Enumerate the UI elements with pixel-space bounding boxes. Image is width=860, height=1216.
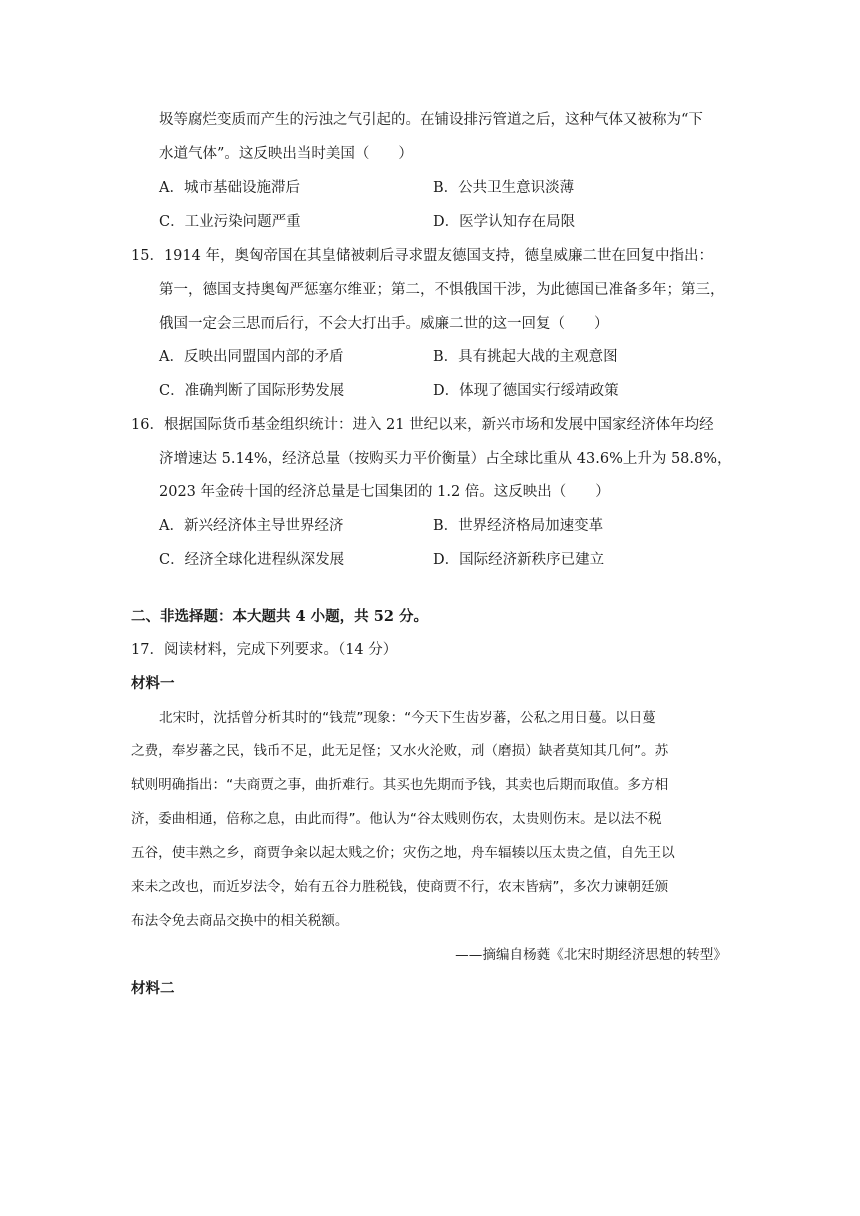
material-1-line-6: 来未之改也，而近岁法令，始有五谷力胜税钱，使商贾不行，农末皆病”，多次力谏朝廷颁 xyxy=(131,879,669,895)
q16-option-c: C．经济全球化进程纵深发展 xyxy=(159,552,345,568)
material-1-line-7: 布法令免去商品交换中的相关税额。 xyxy=(131,913,349,929)
material-1-source: ——摘编自杨蕤《北宋时期经济思想的转型》 xyxy=(455,947,727,963)
q17-stem: 17．阅读材料，完成下列要求。（14 分） xyxy=(131,642,398,658)
q15-option-a: A．反映出同盟国内部的矛盾 xyxy=(159,349,344,365)
q15-stem-line-1: 15．1914 年，奥匈帝国在其皇储被刺后寻求盟友德国支持，德皇威廉二世在回复中指出： xyxy=(131,248,713,264)
material-1-line-5: 五谷，使丰熟之乡，商贾争籴以起太贱之价；灾伤之地，舟车辐辏以压太贵之值，自先王以 xyxy=(131,845,675,861)
q16-option-b: B．世界经济格局加速变革 xyxy=(433,518,604,534)
material-1-line-3: 轼则明确指出：“夫商贾之事，曲折难行。其买也先期而予钱，其卖也后期而取值。多方相 xyxy=(131,777,669,793)
material-1-line-2: 之费，奉岁蕃之民，钱币不足，此无足怪；又水火沦败，刓（磨损）缺者莫知其几何”。苏 xyxy=(131,743,669,759)
q14-option-c: C．工业污染问题严重 xyxy=(159,214,301,230)
material-1-title: 材料一 xyxy=(131,675,175,692)
q14-stem-line-1: 圾等腐烂变质而产生的污浊之气引起的。在铺设排污管道之后，这种气体又被称为“下 xyxy=(159,112,703,128)
material-1-line-4: 济，委曲相通，倍称之息，由此而得”。他认为“谷太贱则伤农，太贵则伤末。是以法不税 xyxy=(131,811,662,827)
material-1-line-1: 北宋时，沈括曾分析其时的“钱荒”现象：“今天下生齿岁蕃，公私之用日蔓。以日蔓 xyxy=(159,710,656,726)
q16-stem-line-3: 2023 年金砖十国的经济总量是七国集团的 1.2 倍。这反映出（ ） xyxy=(159,484,610,500)
section-heading: 二、非选择题：本大题共 4 小题，共 52 分。 xyxy=(131,608,428,625)
q16-stem-line-1: 16．根据国际货币基金组织统计：进入 21 世纪以来，新兴市场和发展中国家经济体年均经 xyxy=(131,417,714,433)
q15-option-b: B．具有挑起大战的主观意图 xyxy=(433,349,618,365)
q14-option-a: A．城市基础设施滞后 xyxy=(159,180,300,196)
q14-option-d: D．医学认知存在局限 xyxy=(433,214,576,230)
q16-option-a: A．新兴经济体主导世界经济 xyxy=(159,518,344,534)
material-2-title: 材料二 xyxy=(131,980,175,997)
q14-stem-line-2: 水道气体”。这反映出当时美国（ ） xyxy=(159,146,413,162)
q15-stem-line-3: 俄国一定会三思而后行，不会大打出手。威廉二世的这一回复（ ） xyxy=(159,316,609,332)
q16-option-d: D．国际经济新秩序已建立 xyxy=(433,552,605,568)
q16-stem-line-2: 济增速达 5.14%，经济总量（按购买力平价衡量）占全球比重从 43.6%上升为 58.8%， xyxy=(159,451,732,467)
q14-option-b: B．公共卫生意识淡薄 xyxy=(433,180,575,196)
q15-option-c: C．准确判断了国际形势发展 xyxy=(159,383,345,399)
q15-stem-line-2: 第一，德国支持奥匈严惩塞尔维亚；第二，不惧俄国干涉，为此德国已准备多年；第三， xyxy=(159,282,725,298)
q15-option-d: D．体现了德国实行绥靖政策 xyxy=(433,383,619,399)
